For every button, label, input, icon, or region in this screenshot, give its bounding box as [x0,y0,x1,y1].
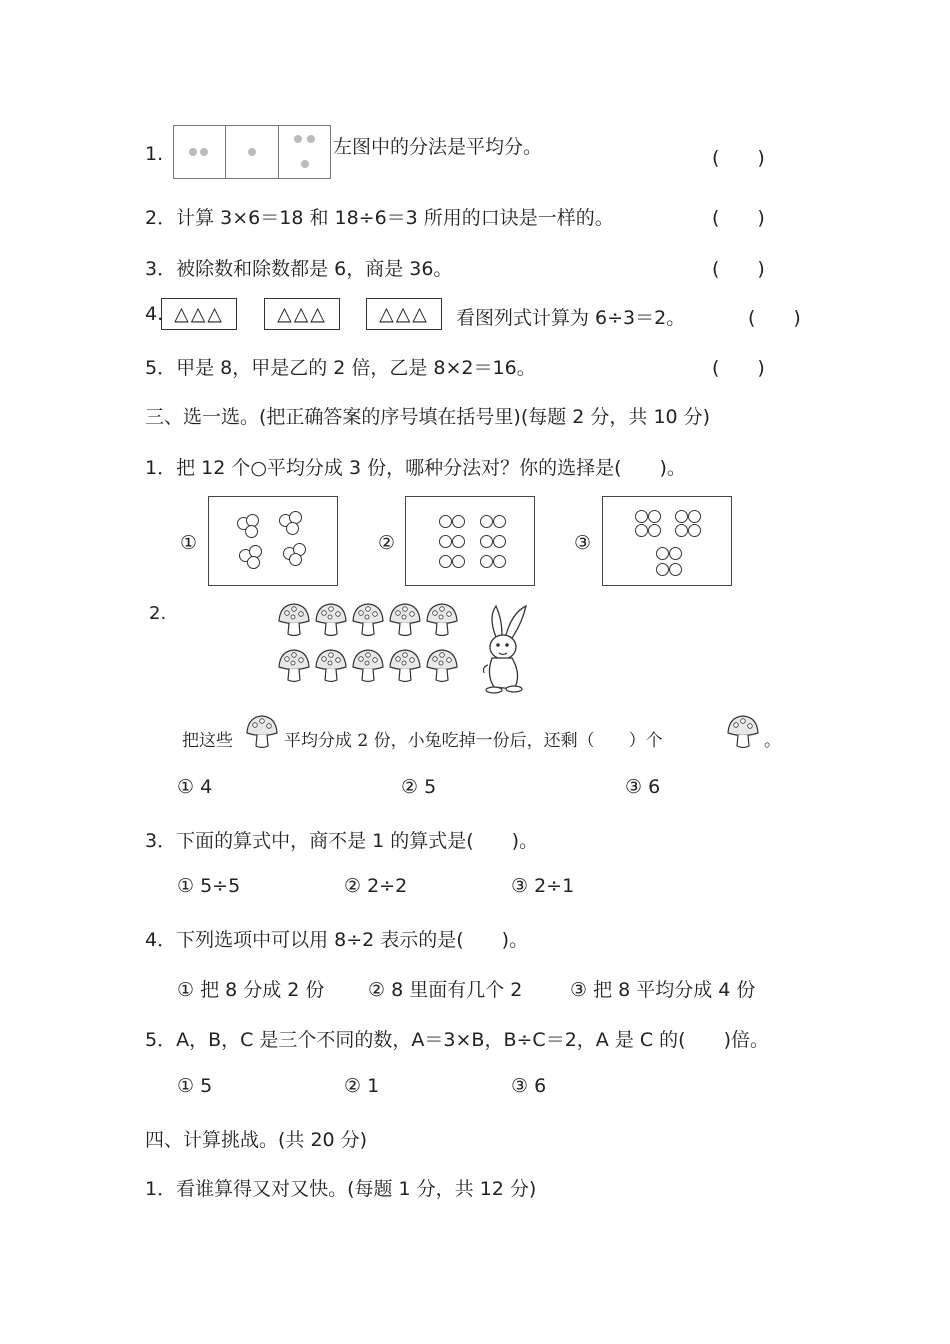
section3-q2-text-c: 。 [764,731,781,751]
option-label-1: ① [180,532,198,554]
q2-option-3[interactable]: ③ 6 [625,776,661,798]
q4-option-3[interactable]: ③ 把 8 平均分成 4 份 [570,979,756,1001]
judge-q2: 2．计算 3×6＝18 和 18÷6＝3 所用的口诀是一样的。 [145,207,614,229]
section3-q2-text-b: 平均分成 2 份，小兔吃掉一份后，还剩（ ）个 [284,731,663,751]
judge-q1-number: 1. [145,143,164,165]
triangle-group-2: △△△ [264,298,340,330]
q5-option-1[interactable]: ① 5 [177,1075,213,1097]
circle-box-1[interactable] [208,496,338,586]
answer-paren-2[interactable]: ( ) [712,207,765,229]
triangle-group-3: △△△ [366,298,442,330]
answer-paren-5[interactable]: ( ) [712,357,765,379]
section3-q2-text-a: 把这些 [182,731,233,751]
rabbit-icon [478,603,530,695]
answer-paren-1[interactable]: ( ) [712,147,765,169]
q5-option-2[interactable]: ② 1 [344,1075,380,1097]
dot-cell-3 [279,126,330,178]
section3-q4: 4．下列选项中可以用 8÷2 表示的是( )。 [145,929,529,951]
judge-q5: 5．甲是 8，甲是乙的 2 倍，乙是 8×2＝16。 [145,357,536,379]
section4-heading: 四、计算挑战。(共 20 分) [145,1129,368,1151]
q3-option-3[interactable]: ③ 2÷1 [511,875,575,897]
q4-option-1[interactable]: ① 把 8 分成 2 份 [177,979,325,1001]
judge-q4-number: 4. [145,303,164,325]
option-label-3: ③ [574,532,592,554]
mushroom-grid-illustration [277,603,467,693]
option-label-2: ② [378,532,396,554]
q2-option-2[interactable]: ② 5 [401,776,437,798]
circle-box-2[interactable] [405,496,535,586]
judge-q1-text: 左图中的分法是平均分。 [333,136,543,158]
dot-division-figure [173,125,331,179]
section4-q1: 1．看谁算得又对又快。(每题 1 分，共 12 分) [145,1178,537,1200]
section3-q5: 5．A，B，C 是三个不同的数，A＝3×B，B÷C＝2，A 是 C 的( )倍。 [145,1029,769,1051]
q3-option-2[interactable]: ② 2÷2 [344,875,408,897]
section3-q1: 1．把 12 个○平均分成 3 份，哪种分法对？你的选择是( )。 [145,457,686,479]
judge-q4-text: 看图列式计算为 6÷3＝2。 [456,307,686,329]
section3-heading: 三、选一选。(把正确答案的序号填在括号里)(每题 2 分，共 10 分) [145,406,711,428]
circle-box-3[interactable] [602,496,732,586]
section3-q3: 3．下面的算式中，商不是 1 的算式是( )。 [145,830,539,852]
mushroom-icon [726,713,760,753]
section3-q2-number: 2. [149,603,167,624]
q2-option-1[interactable]: ① 4 [177,776,213,798]
q5-option-3[interactable]: ③ 6 [511,1075,547,1097]
answer-paren-3[interactable]: ( ) [712,258,765,280]
mushroom-icon [245,713,279,753]
judge-q3: 3．被除数和除数都是 6，商是 36。 [145,258,453,280]
answer-paren-4[interactable]: ( ) [748,307,801,329]
dot-cell-2 [226,126,278,178]
dot-cell-1 [174,126,226,178]
q3-option-1[interactable]: ① 5÷5 [177,875,241,897]
q4-option-2[interactable]: ② 8 里面有几个 2 [368,979,523,1001]
triangle-group-1: △△△ [161,298,237,330]
